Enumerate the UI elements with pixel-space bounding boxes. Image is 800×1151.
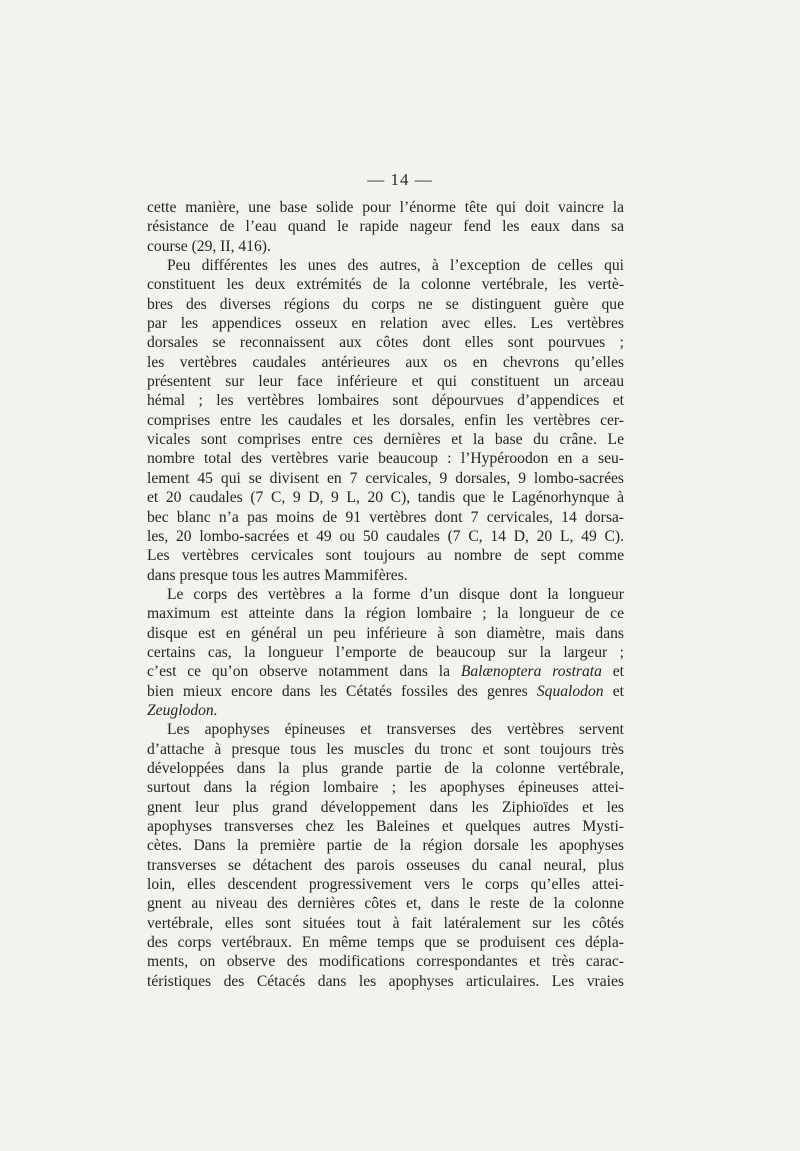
text-fragment: c’est ce qu’on observe notamment dans la — [147, 663, 451, 681]
text-line: résistance de l’eau quand le rapide nageur fend les eaux dans sa — [147, 218, 624, 236]
text-line: nombre total des vertèbres varie beaucoup : l’Hypéroodon en a seu- — [147, 450, 624, 468]
text-line: disque est en général un peu inférieure à son diamètre, mais dans — [147, 624, 624, 642]
text-line: hémal ; les vertèbres lombaires sont dépourvues d’appendices et — [147, 392, 624, 410]
text-line: apophyses transverses chez les Baleines et quelques autres Mysti- — [147, 818, 624, 835]
text-line: certains cas, la longueur l’emporte de beaucoup sur la largeur ; — [147, 643, 624, 661]
text-line: comprises entre les caudales et les dorsales, enfin les vertèbres cer- — [147, 411, 624, 429]
text-line: par les appendices osseux en relation avec elles. Les vertèbres — [147, 315, 624, 333]
text-line: ments, on observe des modifications correspondantes et très carac- — [147, 953, 624, 971]
text-line: transverses se détachent des parois osseuses du canal neural, plus — [147, 856, 624, 874]
text-line: lement 45 qui se divisent en 7 cervicales, 9 dorsales, 9 lombo-sacrées — [147, 469, 624, 487]
text-line: bres des diverses régions du corps ne se distinguent guère que — [147, 295, 624, 313]
text-line: téristiques des Cétacés dans les apophyses articulaires. Les vraies — [147, 972, 624, 990]
text-line: dans presque tous les autres Mammifères. — [147, 566, 408, 584]
text-line — [147, 701, 624, 720]
text-line: constituent les deux extrémités de la colonne vertébrale, les vertè- — [147, 276, 624, 294]
text-line: maximum est atteinte dans la région lombaire ; la longueur de ce — [147, 605, 624, 623]
text-line: des corps vertébraux. En même temps que se produisent ces dépla- — [147, 934, 624, 952]
body-text — [147, 198, 624, 991]
text-line: et 20 caudales (7 C, 9 D, 9 L, 20 C), tandis que le Lagénorhynque à — [147, 489, 624, 507]
text-line: loin, elles descendent progressivement vers le corps qu’elles attei- — [147, 876, 624, 894]
text-line: course (29, II, 416). — [147, 237, 271, 255]
page-number: — 14 — — [367, 170, 433, 189]
text-line: cette manière, une base solide pour l’énorme tête qui doit vaincre la — [147, 199, 624, 216]
text-line: bec blanc n’a pas moins de 91 vertèbres dont 7 cervicales, 14 dorsa- — [147, 508, 624, 526]
text-line: Les apophyses épineuses et transverses des vertèbres servent — [167, 721, 624, 739]
text-line: vertébrale, elles sont situées tout à fait latéralement sur les côtés — [147, 914, 624, 932]
text-line: les vertèbres caudales antérieures aux os en chevrons qu’elles — [147, 353, 624, 371]
text-line: Peu différentes les unes des autres, à l’exception de celles qui — [167, 257, 624, 275]
italic-species-name: Balænoptera rostrata — [460, 663, 602, 681]
text-fragment: bien mieux encore dans les Cétatés fossiles des genres — [147, 682, 528, 700]
italic-genus-name: Squalodon — [536, 682, 604, 700]
text-line: présentent sur leur face inférieure et qui constituent un arceau — [147, 373, 624, 391]
text-line: vicales sont comprises entre ces dernières et la base du crâne. Le — [147, 431, 624, 449]
text-line-with-italics — [147, 682, 624, 701]
text-line: dorsales se reconnaissent aux côtes dont elles sont pourvues ; — [147, 334, 624, 352]
text-fragment: et — [612, 663, 624, 681]
text-line: les, 20 lombo-sacrées et 49 ou 50 caudales (7 C, 14 D, 20 L, 49 C). — [147, 527, 624, 545]
text-line: surtout dans la région lombaire ; les apophyses épineuses attei- — [147, 779, 624, 797]
text-line: gnent au niveau des dernières côtes et, dans le reste de la colonne — [147, 895, 624, 913]
text-line-with-italics — [147, 662, 624, 681]
text-line: d’attache à presque tous les muscles du tronc et sont toujours très — [147, 740, 624, 758]
text-line: développées dans la plus grande partie de la colonne vertébrale, — [147, 759, 624, 777]
text-line: Le corps des vertèbres a la forme d’un disque dont la longueur — [167, 585, 624, 603]
text-line: gnent leur plus grand développement dans les Ziphioïdes et les — [147, 798, 624, 816]
italic-genus-name: Zeuglodon. — [147, 701, 218, 719]
text-fragment: et — [612, 682, 624, 700]
text-line: cètes. Dans la première partie de la région dorsale les apophyses — [147, 837, 624, 855]
text-line: Les vertèbres cervicales sont toujours au nombre de sept comme — [147, 547, 624, 565]
